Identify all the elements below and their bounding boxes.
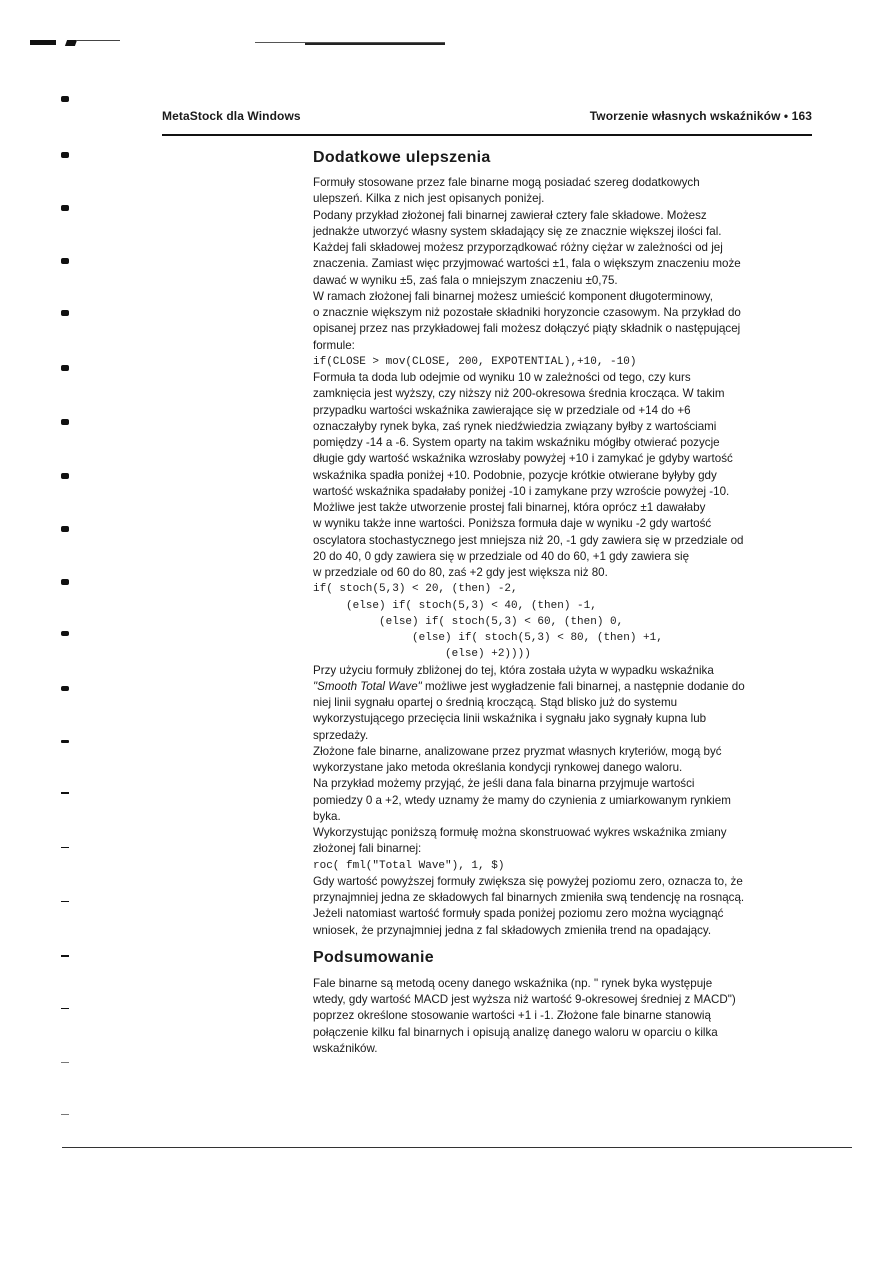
binder-mark [61,152,69,158]
binder-mark [61,96,69,102]
paragraph-weights [313,208,813,289]
text-line: wykorzystane jako metoda określania kondycji rynkowej danego waloru. [313,761,683,774]
text-line: połączenie kilku fal binarnych i opisują analizę danego waloru w oparciu o kilka [313,1025,718,1039]
text-line: dawać w wyniku ±5, zaś fala o mniejszym znaczeniu ±0,75. [313,273,618,287]
text-line: opisanej przez nas przykładowej fali możesz dołączyć piąty składnik o następującej [313,322,741,336]
paragraph-roc [313,825,813,858]
text-line: Gdy wartość powyższej formuły zwiększa się powyżej poziomu zero, oznacza to, że [313,874,743,888]
code-line: (else) if( stoch(5,3) < 80, (then) +1, [313,632,663,644]
text-line: pomiedzy 0 a +2, wtedy uznamy że mamy do czynienia z umiarkowanym rynkiem [313,793,731,807]
binder-mark [61,365,69,371]
header-chapter-page: Tworzenie własnych wskaźników • 163 [589,109,812,123]
bottom-rule [62,1147,852,1148]
page-content [313,147,813,1057]
text-line: w wyniku także inne wartości. Poniższa formuła daje w wyniku -2 gdy wartość [313,517,712,531]
binder-mark [61,955,69,957]
text-line: Podany przykład złożonej fali binarnej zawierał cztery fale składowe. Możesz [313,208,707,222]
text-line: Fale binarne są metodą oceny danego wskaźnika (np. " rynek byka występuje [313,976,713,990]
paragraph-roc-explanation [313,874,813,939]
italic-indicator-name: "Smooth Total Wave" [313,679,422,693]
text-line: sprzedaży. [313,728,369,742]
text-line: wskaźnika spadła poniżej +10. Podobnie, pozycje krótkie otwierane byłyby gdy [313,468,717,482]
code-formula-mov: if(CLOSE > mov(CLOSE, 200, EXPOTENTIAL),+10, -10) [313,355,637,368]
binder-mark [61,847,69,848]
binder-mark [61,1008,69,1009]
header-rule [162,134,812,136]
text-line: formule: [313,338,355,352]
code-formula-roc: roc( fml("Total Wave"), 1, $) [313,859,505,872]
text-line: wykorzystującego przecięcia linii wskaźnika i sygnału jako sygnały kupna lub [313,712,707,726]
text-line: pomiędzy -14 a -6. System oparty na takim wskaźniku mógłby otwierać pozycje [313,436,720,449]
text-line: Jeżeli natomiast wartość formuły spada poniżej poziomu zero można wyciągnąć [313,907,724,921]
text-line: przynajmniej jedna ze składowych fal binarnych zmieniła swą tendencję na rosnącą. [313,891,745,904]
scan-line-top [76,40,120,41]
text-line: Na przykład możemy przyjąć, że jeśli dana fala binarna przyjmuje wartości [313,777,695,791]
code-line: (else) if( stoch(5,3) < 60, (then) 0, [313,615,624,628]
text-line: byka. [313,809,341,823]
text-line: Formuła ta doda lub odejmie od wyniku 10 w zależności od tego, czy kurs [313,371,691,384]
header-book-title: MetaStock dla Windows [162,109,301,123]
scan-mark-top-left [30,40,56,45]
text-line: wskaźników. [313,1041,378,1055]
text-line: 20 do 40, 0 gdy zawiera się w przedziale od 40 do 60, +1 gdy zawiera się [313,549,690,563]
running-header [162,109,812,127]
text-line: niej linii sygnału opartej o średnią kroczącą. Stąd blisko już do systemu [313,696,678,709]
text-line: Każdej fali składowej możesz przyporządkować różny ciężar w zależności od jej [313,241,723,254]
text-line: W ramach złożonej fali binarnej możesz umieścić komponent długoterminowy, [313,289,713,303]
code-line: if( stoch(5,3) < 20, (then) -2, [313,583,518,596]
text-line: długie gdy wartość wskaźnika wzrosłaby powyżej +10 i zamykać je gdyby wartość [313,452,733,466]
text-line: o znacznie większym niż pozostałe składniki horyzoncie czasowym. Na przykład do [313,306,741,319]
binder-mark [61,473,69,479]
binder-mark [61,740,69,743]
binder-mark [61,1062,69,1063]
binder-mark [61,901,69,902]
paragraph-long-term [313,289,813,354]
paragraph-summary [313,976,813,1057]
text-line: poprzez określone stosowanie wartości +1 i -1. Złożone fale binarne stanowią [313,1009,711,1023]
text-line: zamknięcia jest wyższy, czy niższy niż 200-okresowa średnia krocząca. W takim [313,387,725,401]
code-line: (else) if( stoch(5,3) < 40, (then) -1, [313,599,597,612]
text-line: Przy użyciu formuły zbliżonej do tej, która została użyta w wypadku wskaźnika [313,663,714,677]
text-line: jednakże utworzyć własny system składający się ze znacznie większej ilości fal. [313,224,722,238]
code-line: (else) +2)))) [313,648,531,661]
text-line: znaczenia. Zamiast więc przyjmować wartości ±1, fala o większym znaczeniu może [313,257,741,271]
text-line: złożonej fali binarnej: [313,842,422,856]
binder-mark [61,579,69,585]
text-line: Wykorzystując poniższą formułę można skonstruować wykres wskaźnika zmiany [313,826,727,839]
text-line: Formuły stosowane przez fale binarne mogą posiadać szereg dodatkowych [313,176,700,189]
binder-mark [61,205,69,211]
text-line: wniosek, że przynajmniej jedna z fal składowych zmieniła trend na opadający. [313,923,712,937]
text-line: wartość wskaźnika spadałaby poniżej -10 i zamykane przy wzroście powyżej -10. [313,484,730,498]
text-line: oznaczałyby rynek byka, zaś rynek niedźwiedzia związany byłby z wartościami [313,419,717,433]
binder-mark [61,258,69,264]
text-line: ulepszeń. Kilka z nich jest opisanych poniżej. [313,192,545,206]
binder-mark [61,526,69,532]
paragraph-simple-wave [313,500,813,581]
paragraph-formula-explanation [313,370,813,500]
text-line: Złożone fale binarne, analizowane przez pryzmat własnych kryteriów, mogą być [313,744,722,758]
binder-mark [61,631,69,636]
paragraph-smooth [313,663,813,744]
text-line: przypadku wartości wskaźnika zawierające się w przedziale od +14 do +6 [313,403,691,417]
binder-mark [61,686,69,691]
paragraph-example [313,776,813,825]
code-formula-stoch [313,581,813,662]
scan-line-top-3 [305,43,445,45]
text-line: w przedziale od 60 do 80, zaś +2 gdy jest większa niż 80. [313,566,608,579]
binder-mark [61,1114,69,1115]
paragraph-intro [313,175,813,208]
section-title-podsumowanie: Podsumowanie [313,948,434,966]
text-line: oscylatora stochastycznego jest mniejsza niż 20, -1 gdy zawiera się w przedziale od [313,533,744,547]
text-line: Możliwe jest także utworzenie prostej fali binarnej, która oprócz ±1 dawałaby [313,501,706,514]
binder-mark [61,419,69,425]
paragraph-market-condition [313,744,813,777]
section-title-dodatkowe-ulepszenia: Dodatkowe ulepszenia [313,149,491,166]
binder-mark [61,792,69,794]
text-span: możliwe jest wygładzenie fali binarnej, a następnie dodanie do [421,679,745,693]
text-line: wtedy, gdy wartość MACD jest wyższa niż wartość 9-okresowej średniej z MACD") [313,993,736,1006]
text-line [313,679,813,695]
binder-mark [61,310,69,316]
